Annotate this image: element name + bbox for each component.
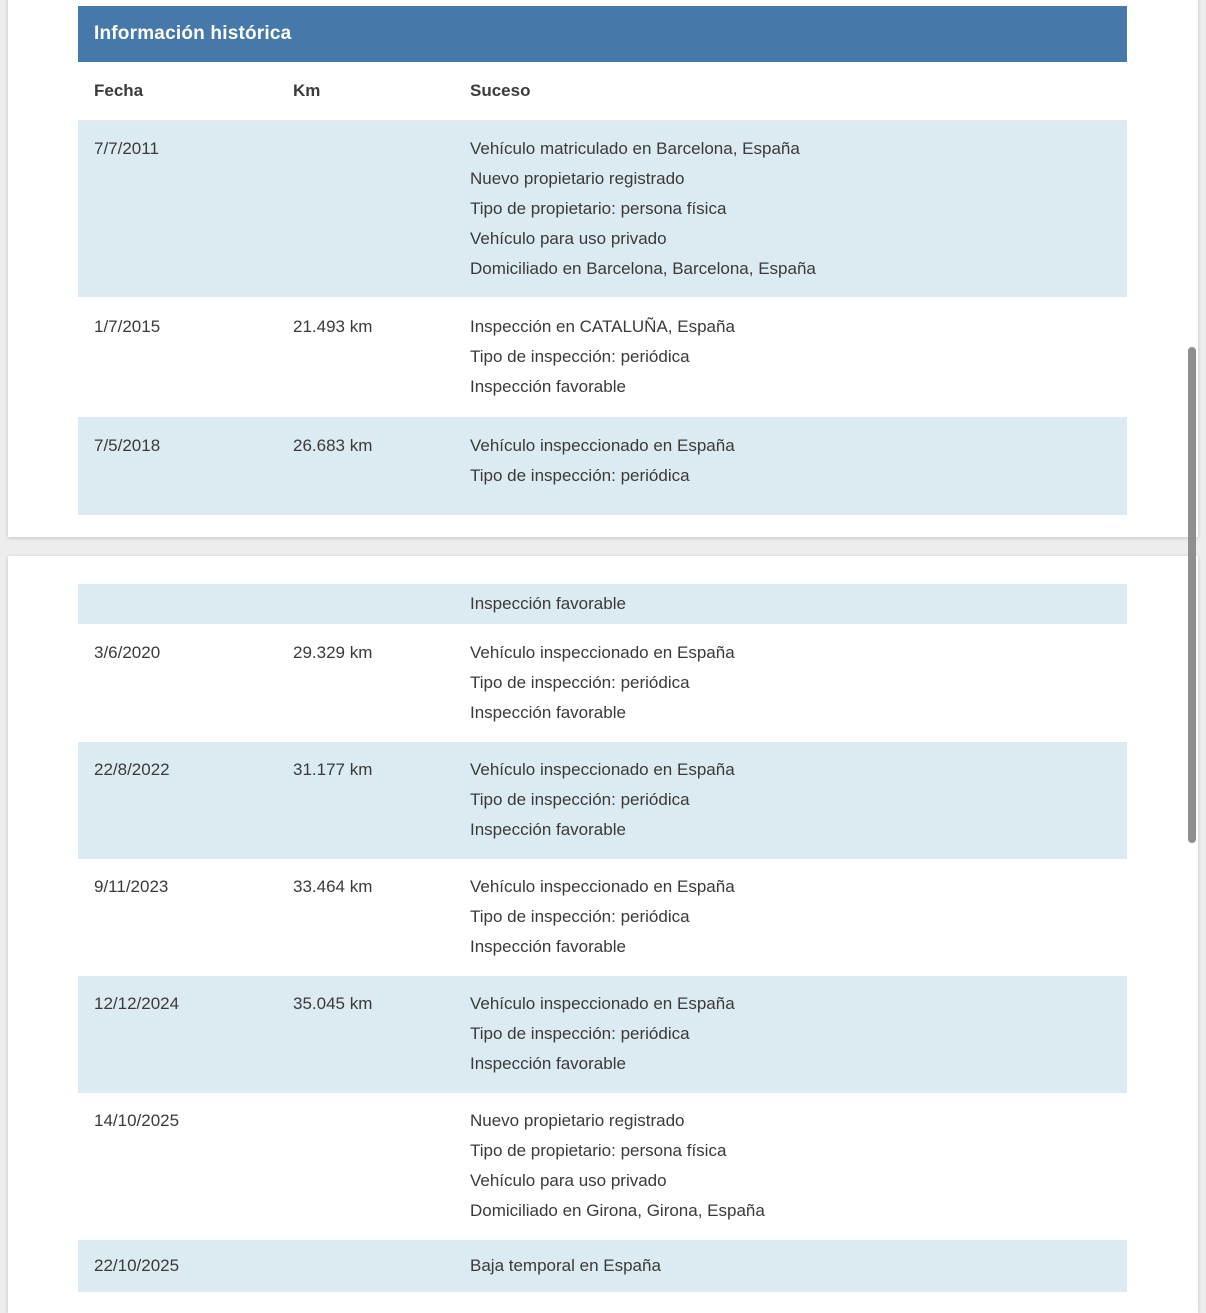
history-table-page-1 [78,6,1127,515]
row-events [470,589,1127,624]
row-km: 31.177 km [293,760,373,779]
row-events [470,134,1127,297]
report-page-2 [8,556,1198,1313]
event-line: Nuevo propietario registrado [470,1111,685,1130]
event-line: Inspección favorable [470,703,626,722]
row-km: 26.683 km [293,436,373,455]
row-events [470,1251,1127,1292]
event-line: Inspección favorable [470,937,626,956]
table-row [78,742,1127,859]
row-km: 35.045 km [293,994,373,1013]
event-line: Domiciliado en Barcelona, Barcelona, España [470,259,816,278]
row-events [470,431,1127,515]
table-row [78,624,1127,742]
event-line: Vehículo inspeccionado en España [470,877,735,896]
row-km [293,1251,470,1292]
row-date: 7/5/2018 [94,436,161,455]
event-line: Vehículo inspeccionado en España [470,760,735,779]
vertical-scrollbar-thumb[interactable] [1188,347,1196,843]
event-line: Inspección favorable [470,1054,626,1073]
event-line: Domiciliado en Girona, Girona, España [470,1201,765,1220]
row-events [470,755,1127,859]
row-km: 29.329 km [293,643,373,662]
event-line: Tipo de inspección: periódica [470,347,690,366]
event-line: Tipo de inspección: periódica [470,466,690,485]
event-line: Inspección favorable [470,594,626,613]
row-events [470,312,1127,417]
column-header-suceso: Suceso [470,81,531,100]
row-events [470,989,1127,1093]
table-row [78,417,1127,515]
table-row [78,859,1127,976]
event-line: Tipo de inspección: periódica [470,1024,690,1043]
row-date: 14/10/2025 [94,1111,180,1130]
row-date: 3/6/2020 [94,643,161,662]
table-column-headers [78,62,1127,121]
event-line: Vehículo para uso privado [470,229,667,248]
event-line: Vehículo matriculado en Barcelona, España [470,139,800,158]
event-line: Tipo de propietario: persona física [470,1141,727,1160]
event-line: Tipo de inspección: periódica [470,907,690,926]
row-date: 9/11/2023 [94,877,169,896]
row-km [293,134,470,297]
row-date: 12/12/2024 [94,994,180,1013]
history-table-page-2 [78,584,1127,1292]
row-date [78,589,293,624]
event-line: Baja temporal en España [470,1256,661,1275]
event-line: Vehículo para uso privado [470,1171,667,1190]
event-line: Inspección favorable [470,820,626,839]
column-header-km: Km [293,81,321,100]
row-events [470,638,1127,742]
row-km: 21.493 km [293,317,373,336]
section-header [78,6,1127,62]
event-line: Vehículo inspeccionado en España [470,643,735,662]
report-page-1 [8,0,1198,537]
row-date: 22/10/2025 [94,1256,180,1275]
section-title: Información histórica [94,23,292,44]
row-km [293,589,470,624]
row-date: 7/7/2011 [94,139,159,158]
table-row [78,1093,1127,1240]
table-row [78,121,1127,297]
column-header-fecha: Fecha [94,81,144,100]
row-date: 22/8/2022 [94,760,170,779]
event-line: Vehículo inspeccionado en España [470,436,735,455]
table-row [78,1240,1127,1292]
event-line: Tipo de propietario: persona física [470,199,727,218]
event-line: Inspección favorable [470,377,626,396]
row-events [470,1106,1127,1240]
table-row-continuation [78,584,1127,624]
row-events [470,872,1127,976]
row-km: 33.464 km [293,877,373,896]
event-line: Inspección en CATALUÑA, España [470,317,735,336]
event-line: Vehículo inspeccionado en España [470,994,735,1013]
row-km [293,1106,470,1240]
event-line: Tipo de inspección: periódica [470,673,690,692]
table-row [78,297,1127,417]
event-line: Nuevo propietario registrado [470,169,685,188]
row-date: 1/7/2015 [94,317,161,336]
event-line: Tipo de inspección: periódica [470,790,690,809]
table-row [78,976,1127,1093]
